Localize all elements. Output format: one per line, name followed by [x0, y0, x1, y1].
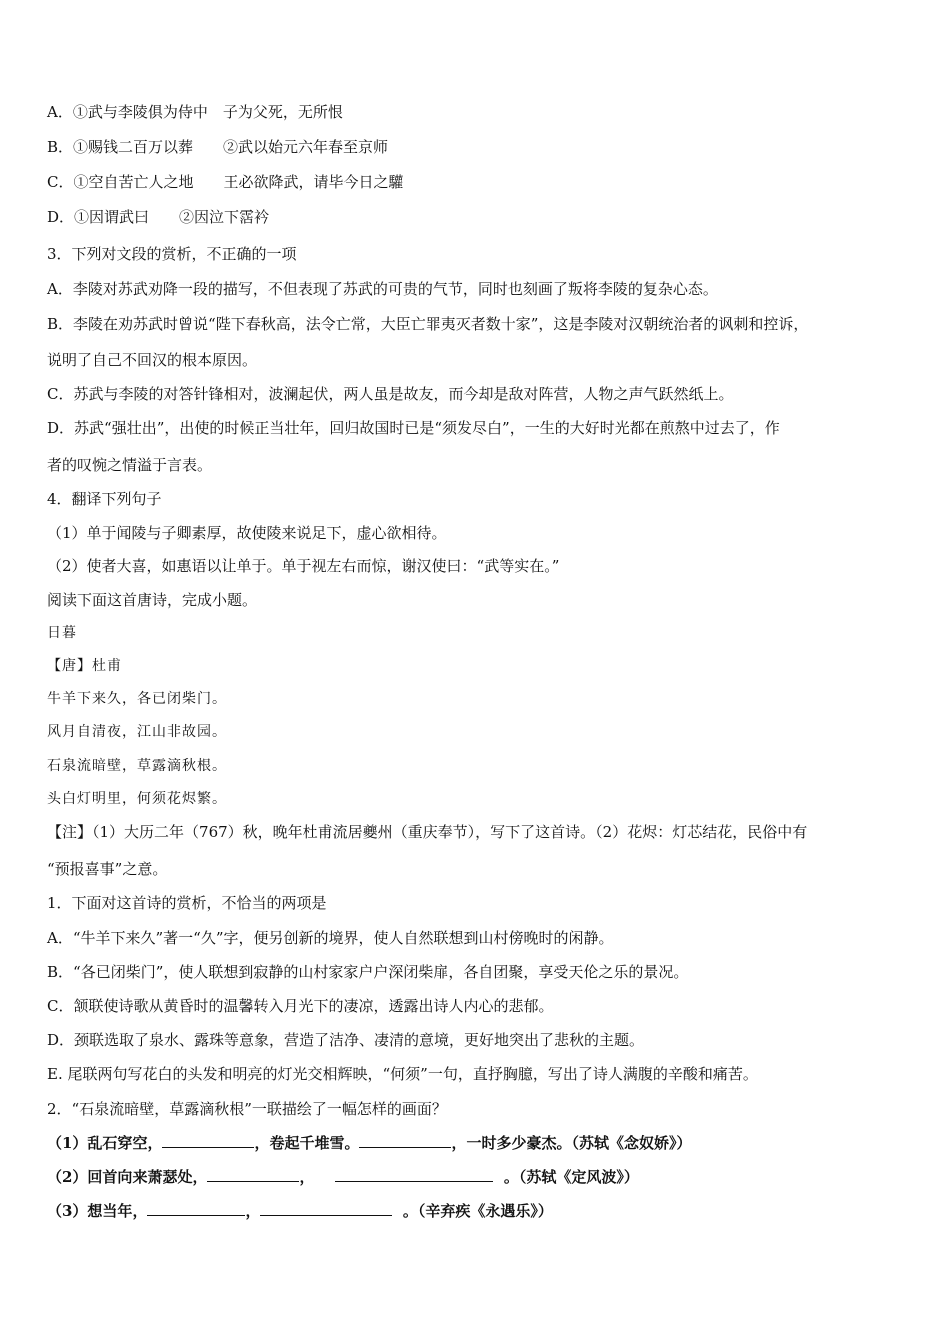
fill-2-middle: ，	[299, 1168, 315, 1186]
poem-title: 日暮	[47, 625, 77, 641]
poem-question-1: 1．下面对这首诗的赏析，不恰当的两项是	[47, 894, 327, 912]
poem-line-3: 石泉流暗壁，草露滴秋根。	[47, 758, 227, 774]
fill-2-blank-1[interactable]	[207, 1167, 299, 1182]
q3-option-c: C．苏武与李陵的对答针锋相对，波澜起伏，两人虽是故友，而今却是敌对阵营，人物之声气跃然纸上。	[47, 385, 734, 403]
poem-line-4: 头白灯明里，何须花烬繁。	[47, 791, 227, 807]
poem-author: 【唐】杜甫	[47, 658, 122, 674]
option-c-line: C．①空自苦亡人之地 王必欲降武，请毕今日之驩	[47, 173, 404, 191]
q3-option-a: A．李陵对苏武劝降一段的描写，不但表现了苏武的可贵的气节，同时也刻画了叛将李陵的复杂心态。	[47, 280, 718, 298]
fill-1-prefix: （1）乱石穿空，	[47, 1134, 163, 1152]
fill-2-prefix: （2）回首向来萧瑟处，	[47, 1168, 208, 1186]
fill-2-suffix: 。（苏轼《定风波》）	[503, 1168, 639, 1186]
fill-2-blank-2[interactable]	[335, 1167, 493, 1182]
fill-blank-2	[47, 1167, 639, 1187]
fill-1-blank-1[interactable]	[162, 1133, 254, 1148]
q3-option-b-cont: 说明了自己不回汉的根本原因。	[47, 351, 258, 369]
poem-q1-option-d: D．颈联选取了泉水、露珠等意象，营造了洁净、凄清的意境，更好地突出了悲秋的主题。	[47, 1031, 645, 1049]
translate-item-1: （1）单于闻陵与子卿素厚，故使陵来说足下，虚心欲相待。	[47, 524, 447, 542]
poem-instruction: 阅读下面这首唐诗，完成小题。	[47, 591, 258, 609]
option-b-line: B．①赐钱二百万以葬 ②武以始元六年春至京师	[47, 138, 389, 156]
fill-3-middle: ，	[245, 1202, 261, 1220]
note-line-2: “预报喜事”之意。	[47, 860, 168, 878]
poem-q1-option-c: C．颔联使诗歌从黄昏时的温馨转入月光下的凄凉，透露出诗人内心的悲郁。	[47, 997, 554, 1015]
poem-line-1: 牛羊下来久，各已闭柴门。	[47, 691, 227, 707]
fill-blank-3	[47, 1201, 553, 1221]
poem-q1-option-e: E. 尾联两句写花白的头发和明亮的灯光交相辉映，“何须”一句，直抒胸臆，写出了诗人满腹的辛酸和痛苦。	[47, 1065, 758, 1083]
option-a-line: A．①武与李陵俱为侍中 子为父死，无所恨	[47, 103, 343, 121]
q3-option-d: D．苏武“强壮出”，出使的时候正当壮年，回归故国时已是“须发尽白”，一生的大好时光都在煎熬中过去了，作	[47, 419, 780, 437]
question-4-heading: 4．翻译下列句子	[47, 490, 162, 508]
fill-3-blank-1[interactable]	[147, 1201, 245, 1216]
question-3-heading: 3．下列对文段的赏析，不正确的一项	[47, 245, 297, 263]
fill-3-suffix: 。（辛弃疾《永遇乐》）	[402, 1202, 553, 1220]
option-d-line: D．①因谓武曰 ②因泣下霑衿	[47, 208, 270, 226]
fill-1-blank-2[interactable]	[359, 1133, 451, 1148]
poem-q1-option-a: A．“牛羊下来久”著一“久”字，便另创新的境界，使人自然联想到山村傍晚时的闲静。	[47, 929, 614, 947]
fill-3-blank-2[interactable]	[260, 1201, 392, 1216]
fill-blank-1	[47, 1133, 691, 1153]
poem-line-2: 风月自清夜，江山非故园。	[47, 724, 227, 740]
fill-1-suffix: ，一时多少豪杰。（苏轼《念奴娇》）	[451, 1134, 692, 1152]
poem-question-2: 2．“石泉流暗壁，草露滴秋根”一联描绘了一幅怎样的画面？	[47, 1100, 447, 1118]
fill-3-prefix: （3）想当年，	[47, 1202, 148, 1220]
note-line-1: 【注】（1）大历二年（767）秋，晚年杜甫流居夔州（重庆奉节），写下了这首诗。（2）花烬：灯芯结花，民俗中有	[47, 823, 808, 841]
q3-option-d-cont: 者的叹惋之情溢于言表。	[47, 456, 213, 474]
translate-item-2: （2）使者大喜，如惠语以让单于。单于视左右而惊，谢汉使曰：“武等实在。”	[47, 557, 560, 575]
poem-q1-option-b: B．“各已闭柴门”，使人联想到寂静的山村家家户户深闭柴扉，各自团聚，享受天伦之乐的景况。	[47, 963, 689, 981]
fill-1-middle: ，卷起千堆雪。	[254, 1134, 360, 1152]
q3-option-b: B．李陵在劝苏武时曾说“陛下春秋高，法令亡常，大臣亡罪夷灭者数十家”，这是李陵对汉朝统治者的讽刺和控诉，	[47, 315, 809, 333]
